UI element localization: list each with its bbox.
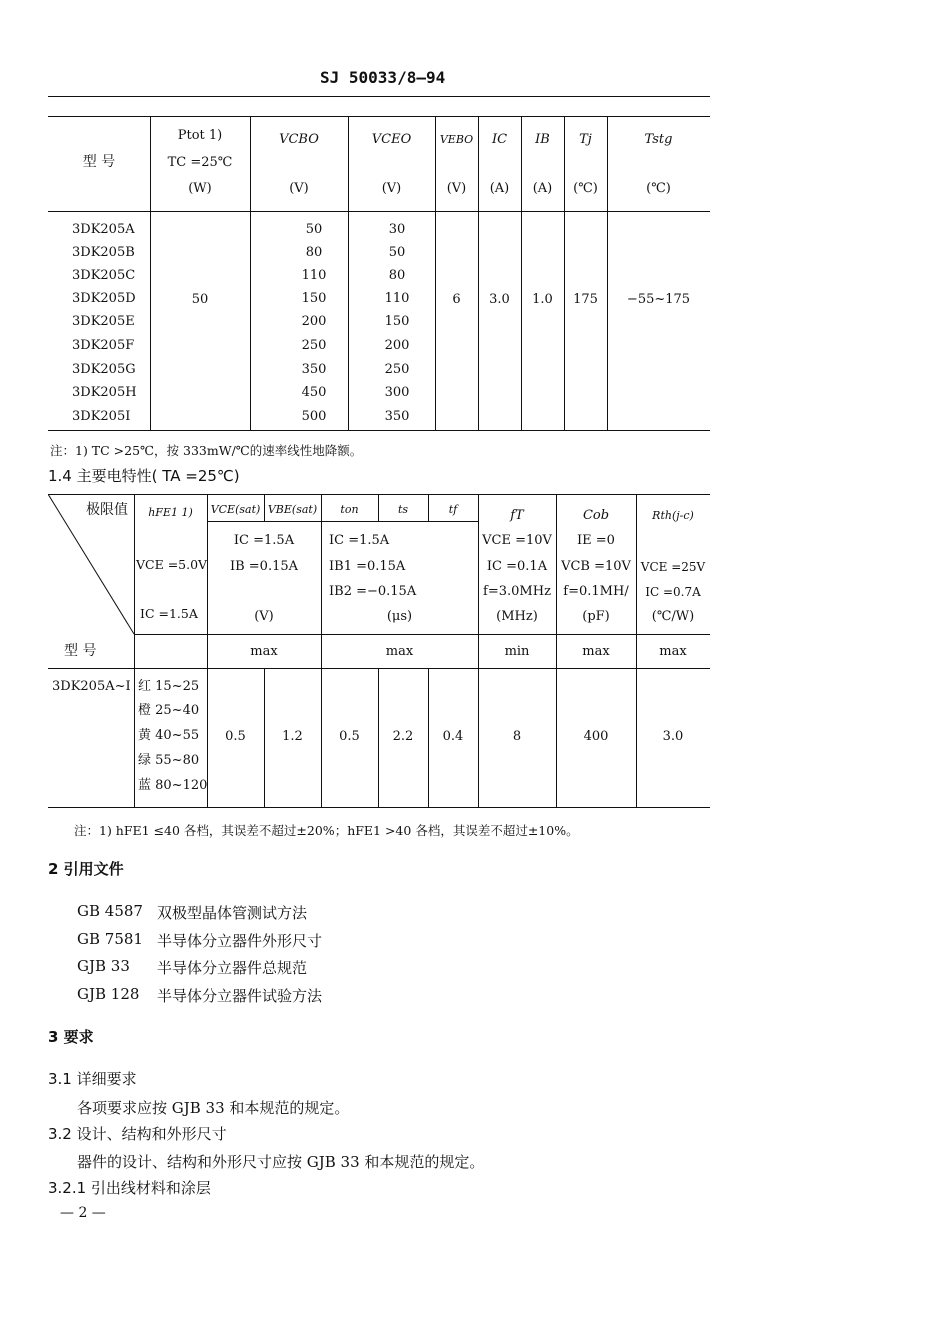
page-number: — 2 —	[60, 1205, 106, 1221]
cell-tf: 0.4	[442, 729, 464, 744]
section-3-2-text: 器件的设计、结构和外形尺寸应按 GJB 33 和本规范的规定。	[77, 1153, 485, 1171]
col-header-tstg: Tstg	[644, 132, 673, 147]
col-header-tf: tf	[448, 503, 458, 516]
hfe-grade: 橙 25~40	[138, 703, 200, 718]
cell-vcbo: 450	[301, 385, 327, 400]
col-header-ptot-unit: (W)	[188, 181, 212, 196]
cell-vcbo: 80	[305, 245, 323, 260]
col-header-vcbo: VCBO	[279, 132, 319, 147]
cond-cob-ie: IE =0	[577, 533, 615, 548]
corner-label-model: 型 号	[64, 643, 97, 659]
col-header-tj: Tj	[579, 132, 592, 147]
cell-ton: 0.5	[339, 729, 360, 744]
unit-cob: (pF)	[582, 609, 610, 624]
cell-vcbo: 250	[301, 338, 327, 353]
col-header-tj-unit: (℃)	[573, 181, 598, 196]
cell-vbesat: 1.2	[282, 729, 303, 744]
cell-ft: 8	[512, 729, 522, 744]
cond-hfe-ic: IC =1.5A	[140, 606, 198, 621]
cell-vceo: 250	[384, 362, 410, 377]
cell-vcbo: 200	[301, 314, 327, 329]
table-row-model: 3DK205A	[72, 222, 135, 237]
unit-ft: (MHz)	[496, 609, 538, 624]
limit-cob: max	[582, 644, 610, 659]
table2-note: 注：1) hFE1 ≤40 各档，其误差不超过±20%；hFE1 >40 各档，其误差不超过±10%。	[74, 823, 579, 838]
cond-ft-ic: IC =0.1A	[486, 559, 548, 574]
cond-rth-vce: VCE =25V	[640, 560, 706, 574]
table-row-model: 3DK205D	[72, 291, 136, 306]
ref-title: 半导体分立器件总规范	[157, 959, 308, 977]
ref-title: 双极型晶体管测试方法	[157, 904, 308, 922]
col-header-ts: ts	[397, 503, 409, 516]
cond-ft-vce: VCE =10V	[482, 533, 552, 548]
ref-code: GB 7581	[77, 930, 143, 948]
col-header-vbesat: VBE(sat)	[267, 503, 318, 516]
section-1-4-heading: 1.4 主要电特性( TA =25℃)	[48, 467, 240, 485]
doc-number: SJ 50033/8—94	[320, 68, 446, 87]
section-3-1-text: 各项要求应按 GJB 33 和本规范的规定。	[77, 1099, 350, 1117]
hfe-grade: 红 15~25	[138, 679, 200, 694]
cell-vebo: 6	[452, 292, 461, 307]
ref-title: 半导体分立器件外形尺寸	[157, 932, 323, 950]
col-header-ib-unit: (A)	[532, 181, 553, 196]
ref-title: 半导体分立器件试验方法	[157, 987, 323, 1005]
cond-sat-ic: IC =1.5A	[233, 533, 295, 548]
section-3-heading: 3 要求	[48, 1028, 94, 1046]
limit-sw: max	[385, 644, 414, 659]
cell-rth: 3.0	[662, 729, 684, 744]
hfe-grade: 蓝 80~120	[138, 778, 208, 793]
cell-vceo: 350	[384, 409, 410, 424]
cell-vcbo: 150	[301, 291, 327, 306]
col-header-ib: IB	[535, 132, 550, 147]
limit-rth: max	[659, 644, 687, 659]
cell-vceo: 300	[384, 385, 410, 400]
cell-vceo: 150	[384, 314, 410, 329]
table-row-model: 3DK205E	[72, 314, 135, 329]
ref-code: GJB 33	[77, 957, 130, 975]
table-row-model: 3DK205B	[72, 245, 135, 260]
cell-tj: 175	[573, 292, 598, 307]
cond-sw-ic: IC =1.5A	[329, 533, 390, 548]
cell-cob: 400	[583, 729, 609, 744]
table-row-model: 3DK205G	[72, 362, 136, 377]
cell-vceo: 110	[384, 291, 410, 306]
limit-ft: min	[504, 644, 530, 659]
table-row-model: 3DK205A~I	[52, 679, 131, 694]
col-header-rth: Rth(j-c)	[652, 509, 694, 522]
col-header-vebo: VEBO	[439, 133, 474, 146]
ref-code: GJB 128	[77, 985, 140, 1003]
cell-ic: 3.0	[489, 292, 510, 307]
cell-vcbo: 50	[305, 222, 323, 237]
col-header-ptot: Ptot 1)	[177, 128, 223, 143]
cond-sw-ib1: IB1 =0.15A	[329, 559, 406, 574]
cond-sw-ib2: IB2 =−0.15A	[329, 584, 417, 599]
section-2-heading: 2 引用文件	[48, 860, 124, 878]
col-header-ic-unit: (A)	[489, 181, 510, 196]
cond-sat-ib: IB =0.15A	[229, 559, 299, 574]
cond-hfe-vce: VCE =5.0V	[136, 557, 208, 572]
cell-tstg: −55~175	[626, 292, 691, 307]
section-3-1-heading: 3.1 详细要求	[48, 1070, 137, 1088]
col-header-vcbo-unit: (V)	[289, 181, 309, 196]
cell-vceo: 30	[388, 222, 406, 237]
cell-vcbo: 500	[301, 409, 327, 424]
hfe-grade: 绿 55~80	[138, 753, 200, 768]
cell-vceo: 200	[384, 338, 410, 353]
cond-cob-vcb: VCB =10V	[561, 559, 631, 574]
unit-sw: (μs)	[386, 609, 413, 624]
section-3-2-1-heading: 3.2.1 引出线材料和涂层	[48, 1179, 211, 1197]
col-header-vceo-unit: (V)	[381, 181, 402, 196]
col-header-hfe: hFE1 1)	[148, 506, 193, 519]
col-header-ton: ton	[340, 503, 359, 516]
corner-label-limit: 极限值	[86, 502, 128, 518]
col-header-ic: IC	[491, 132, 508, 147]
cond-cob-f: f=0.1MH/	[563, 584, 629, 599]
header-rule	[48, 96, 710, 97]
cell-vcbo: 110	[301, 268, 327, 283]
col-header-ft: fT	[510, 508, 524, 523]
cell-ptot: 50	[191, 292, 209, 307]
limit-sat: max	[250, 644, 278, 659]
ref-code: GB 4587	[77, 902, 143, 920]
cond-ft-f: f=3.0MHz	[483, 584, 551, 599]
col-header-vebo-unit: (V)	[446, 181, 467, 196]
cell-vceo: 50	[388, 245, 406, 260]
table-row-model: 3DK205F	[72, 338, 135, 353]
unit-rth: (℃/W)	[651, 609, 695, 624]
col-header-cob: Cob	[582, 508, 610, 523]
cond-rth-ic: IC =0.7A	[645, 585, 701, 599]
hfe-grade: 黄 40~55	[138, 728, 200, 743]
col-header-vcesat: VCE(sat)	[210, 503, 261, 516]
table-row-model: 3DK205I	[72, 409, 131, 424]
cell-ib: 1.0	[532, 292, 553, 307]
table-row-model: 3DK205C	[72, 268, 136, 283]
section-3-2-heading: 3.2 设计、结构和外形尺寸	[48, 1125, 227, 1143]
cell-vceo: 80	[388, 268, 406, 283]
table1-note: 注：1) TC >25℃，按 333mW/℃的速率线性地降额。	[50, 443, 363, 458]
col-header-ptot-cond: TC =25℃	[167, 155, 233, 170]
cell-vcbo: 350	[301, 362, 327, 377]
col-header-tstg-unit: (℃)	[646, 181, 671, 196]
cell-vcesat: 0.5	[225, 729, 246, 744]
col-header-vceo: VCEO	[371, 132, 412, 147]
table-row-model: 3DK205H	[72, 385, 137, 400]
col-header-model: 型 号	[82, 154, 116, 170]
cell-ts: 2.2	[392, 729, 414, 744]
unit-sat: (V)	[254, 609, 274, 624]
